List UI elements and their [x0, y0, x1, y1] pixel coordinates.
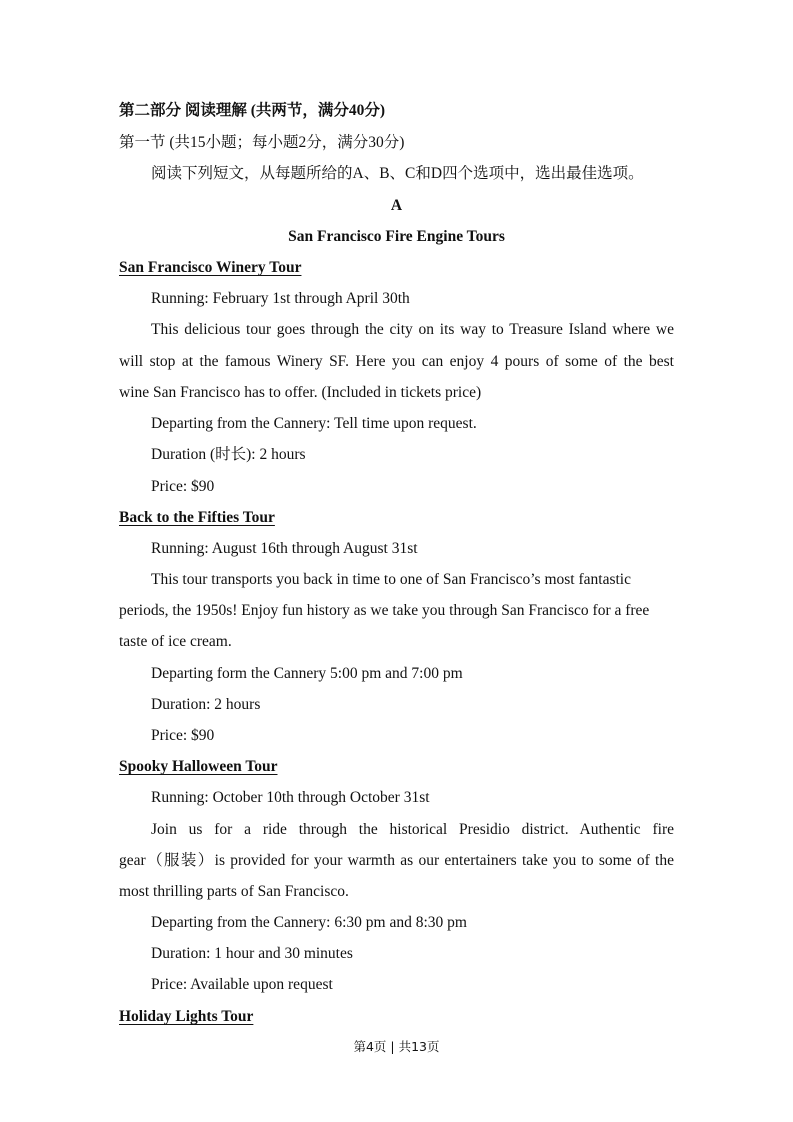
tour-running: Running: October 10th through October 31st — [151, 789, 430, 806]
tour-running: Running: February 1st through April 30th — [151, 290, 410, 307]
tour-price: Price: Available upon request — [151, 976, 333, 993]
tour-description-line: gear（服装）is provided for your warmth as our entertainers take you to some of the — [119, 852, 674, 869]
tour-duration: Duration (时长): 2 hours — [151, 446, 306, 463]
tour-description-line: wine San Francisco has to offer. (Included in tickets price) — [119, 384, 482, 401]
passage-label: A — [390, 197, 403, 214]
tour-description-line: will stop at the famous Winery SF. Here you can enjoy 4 pours of some of the best — [119, 353, 674, 370]
tour-heading: San Francisco Winery Tour — [119, 259, 302, 276]
tour-description-line: This tour transports you back in time to one of San Francisco’s most fantastic — [151, 571, 631, 588]
page-footer: 第4页 | 共13页 — [353, 1039, 440, 1054]
tour-description-line: periods, the 1950s! Enjoy fun history as we take you through San Francisco for a free — [119, 602, 650, 619]
tour-description-line: Join us for a ride through the historical Presidio district. Authentic fire — [151, 821, 674, 838]
tour-heading: Spooky Halloween Tour — [119, 758, 278, 775]
tour-duration: Duration: 1 hour and 30 minutes — [151, 945, 353, 962]
passage-title: San Francisco Fire Engine Tours — [288, 228, 505, 245]
tour-description-line: most thrilling parts of San Francisco. — [119, 883, 349, 900]
tour-running: Running: August 16th through August 31st — [151, 540, 418, 557]
tour-price: Price: $90 — [151, 478, 215, 495]
tour-departing: Departing from the Cannery: 6:30 pm and 8:30 pm — [151, 914, 467, 931]
tour-heading: Holiday Lights Tour — [119, 1008, 254, 1025]
section-title: 第二部分 阅读理解 (共两节，满分40分) — [119, 102, 386, 119]
tour-departing: Departing from the Cannery: Tell time upon request. — [151, 415, 477, 432]
tour-description-line: taste of ice cream. — [119, 633, 232, 650]
instructions: 阅读下列短文，从每题所给的A、B、C和D四个选项中，选出最佳选项。 — [151, 165, 644, 182]
tour-description-line: This delicious tour goes through the city on its way to Treasure Island where we — [151, 321, 674, 338]
tour-departing: Departing form the Cannery 5:00 pm and 7:00 pm — [151, 665, 463, 682]
tour-duration: Duration: 2 hours — [151, 696, 261, 713]
subsection-title: 第一节 (共15小题；每小题2分，满分30分) — [119, 134, 405, 151]
tour-heading: Back to the Fifties Tour — [119, 509, 275, 526]
tour-price: Price: $90 — [151, 727, 215, 744]
